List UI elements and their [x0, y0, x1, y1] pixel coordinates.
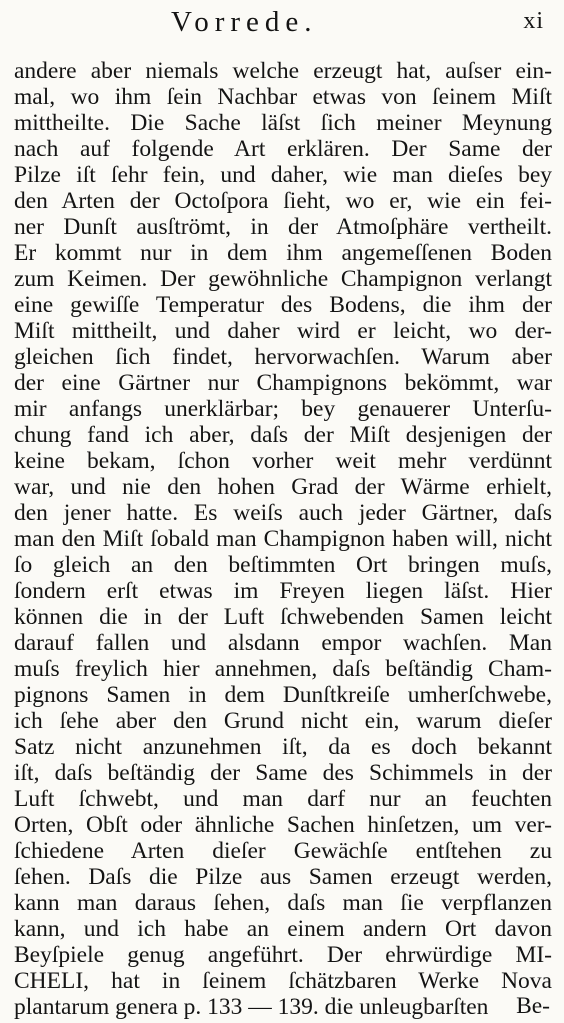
text-line: man den Miſt ſobald man Champignon haben will, nicht: [14, 526, 552, 552]
text-line: ſehen. Daſs die Pilze aus Samen erzeugt werden,: [14, 864, 552, 890]
text-line: den Arten der Octoſpora ſieht, wo er, wie ein fei-: [14, 188, 552, 214]
text-line: war, und nie den hohen Grad der Wärme erhielt,: [14, 474, 552, 500]
text-line: Beyſpiele genug angeführt. Der ehrwürdige MI-: [14, 942, 552, 968]
text-line: Miſt mittheilt, und daher wird er leicht, wo der-: [14, 318, 552, 344]
text-line: Luft ſchwebt, und man darf nur an feuchten: [14, 786, 552, 812]
text-line: der eine Gärtner nur Champignons bekömmt, war: [14, 370, 552, 396]
text-line: gleichen ſich findet, hervorwachſen. Warum aber: [14, 344, 552, 370]
text-line: können die in der Luft ſchwebenden Samen leicht: [14, 604, 552, 630]
text-line: darauf fallen und alsdann empor wachſen. Man: [14, 630, 552, 656]
text-line: zum Keimen. Der gewöhnliche Champignon verlangt: [14, 266, 552, 292]
text-line: iſt, daſs beſtändig der Same des Schimmels in der: [14, 760, 552, 786]
running-head-title: Vorrede.: [171, 6, 318, 38]
text-line: kann, und ich habe an einem andern Ort davon: [14, 916, 552, 942]
text-line: kann man daraus ſehen, daſs man ſie verpflanzen: [14, 890, 552, 916]
text-line: den jener hatte. Es weiſs auch jeder Gärtner, daſs: [14, 500, 552, 526]
text-line: ich ſehe aber den Grund nicht ein, warum dieſer: [14, 708, 552, 734]
text-line: Er kommt nur in dem ihm angemeſſenen Boden: [14, 240, 552, 266]
text-line: chung fand ich aber, daſs der Miſt desjenigen der: [14, 422, 552, 448]
text-line: CHELI, hat in ſeinem ſchätzbaren Werke Nova: [14, 968, 552, 994]
text-line: pignons Samen in dem Dunſtkreiſe umherſchwebe,: [14, 682, 552, 708]
text-line: andere aber niemals welche erzeugt hat, auſser ein-: [14, 58, 552, 84]
text-line: eine gewiſſe Temperatur des Bodens, die ihm der: [14, 292, 552, 318]
page-number: xi: [523, 8, 544, 34]
text-line: ſchiedene Arten dieſer Gewächſe entſtehen zu: [14, 838, 552, 864]
text-line: mir anfangs unerklärbar; bey genauerer Unterſu-: [14, 396, 552, 422]
text-line: ſondern erſt etwas im Freyen liegen läſst. Hier: [14, 578, 552, 604]
running-head: [0, 6, 564, 46]
text-line: ner Dunſt ausſtrömt, in der Atmoſphäre vertheilt.: [14, 214, 552, 240]
text-line: ſo gleich an den beſtimmten Ort bringen muſs,: [14, 552, 552, 578]
text-line: mal, wo ihm ſein Nachbar etwas von ſeinem Miſt: [14, 84, 552, 110]
text-line: muſs freylich hier annehmen, daſs beſtändig Cham-: [14, 656, 552, 682]
body-text: [14, 58, 552, 1020]
text-line: Pilze iſt ſehr fein, und daher, wie man dieſes bey: [14, 162, 552, 188]
catchword: Be-: [516, 993, 550, 1019]
text-line: Satz nicht anzunehmen iſt, da es doch bekannt: [14, 734, 552, 760]
text-line: plantarum genera p. 133 — 139. die unleugbarſten: [14, 994, 489, 1020]
text-line: keine bekam, ſchon vorher weit mehr verdünnt: [14, 448, 552, 474]
text-line: Orten, Obſt oder ähnliche Sachen hinſetzen, um ver-: [14, 812, 552, 838]
text-line: mittheilte. Die Sache läſst ſich meiner Meynung: [14, 110, 552, 136]
text-line: nach auf folgende Art erklären. Der Same der: [14, 136, 552, 162]
